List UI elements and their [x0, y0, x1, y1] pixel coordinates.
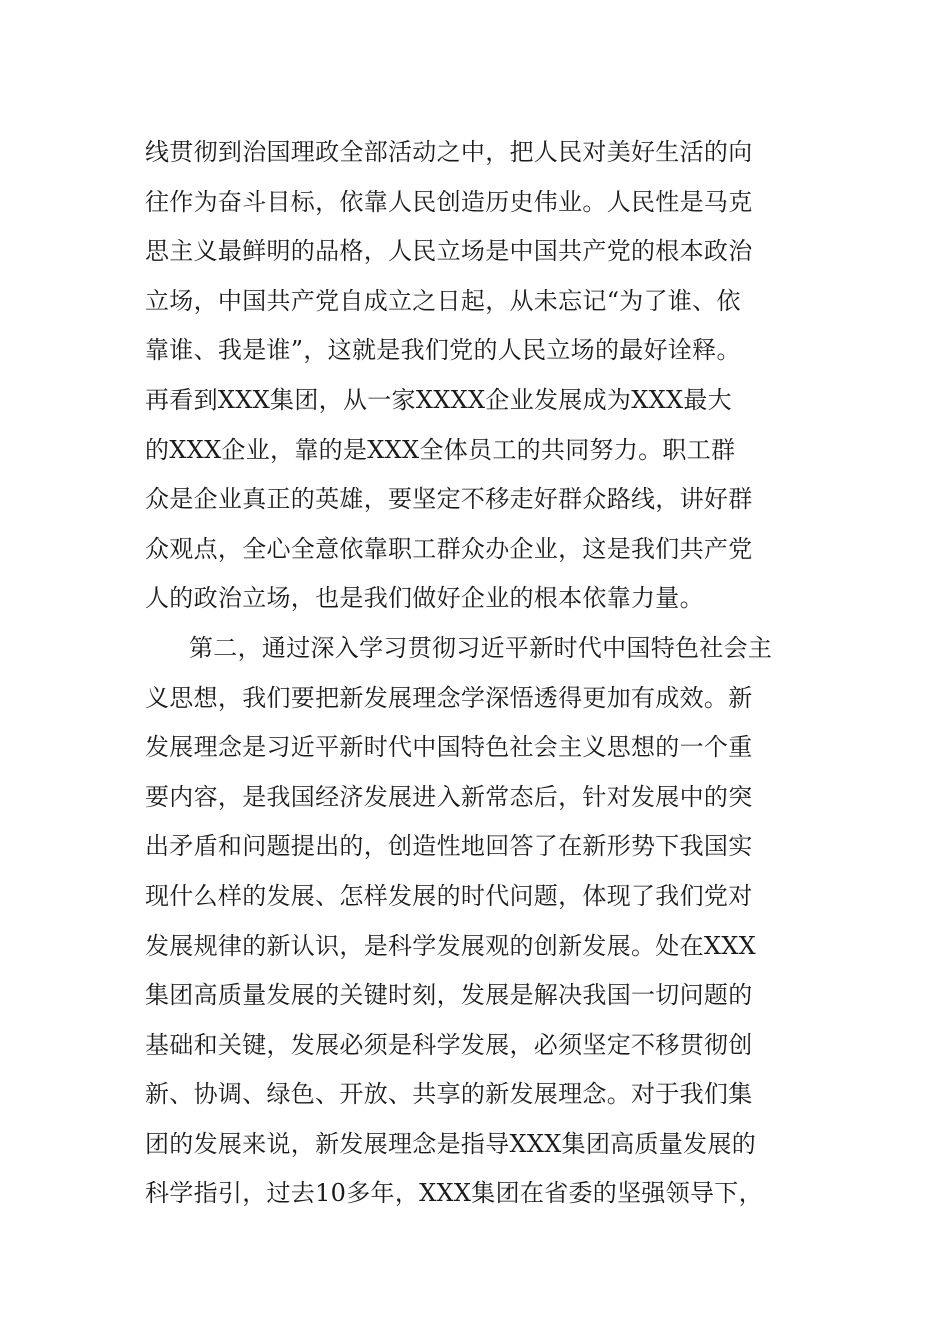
text-line: 出矛盾和问题提出的，创造性地回答了在新形势下我国实 — [145, 832, 753, 861]
text-line: 集团高质量发展的关键时刻，发展是解决我国一切问题的 — [145, 981, 753, 1010]
text-line: 发展规律的新认识，是科学发展观的创新发展。处在XXX — [145, 931, 757, 960]
text-line: 义思想，我们要把新发展理念学深悟透得更加有成效。新 — [145, 683, 753, 712]
body-text — [145, 128, 810, 1219]
text-line: 再看到XXX集团，从一家XXXX企业发展成为XXX最大 — [145, 385, 732, 414]
text-line: 发展理念是习近平新时代中国特色社会主义思想的一个重 — [145, 733, 753, 762]
text-line: 思主义最鲜明的品格，人民立场是中国共产党的根本政治 — [145, 237, 753, 266]
text-line: 的XXX企业，靠的是XXX全体员工的共同努力。职工群 — [145, 435, 736, 464]
text-line: 新、协调、绿色、开放、共享的新发展理念。对于我们集 — [145, 1080, 753, 1109]
text-line: 众观点，全心全意依靠职工群众办企业，这是我们共产党 — [145, 534, 753, 563]
text-line: 线贯彻到治国理政全部活动之中，把人民对美好生活的向 — [145, 138, 753, 166]
text-line: 现什么样的发展、怎样发展的时代问题，体现了我们党对 — [145, 881, 753, 910]
paragraph-first-line: 第二，通过深入学习贯彻习近平新时代中国特色社会主 — [189, 633, 773, 662]
text-line: 基础和关键，发展必须是科学发展，必须坚定不移贯彻创 — [145, 1030, 753, 1059]
text-line: 要内容，是我国经济发展进入新常态后，针对发展中的突 — [145, 782, 753, 811]
text-line: 立场，中国共产党自成立之日起，从未忘记“为了谁、依 — [145, 286, 741, 315]
text-line: 往作为奋斗目标，依靠人民创造历史伟业。人民性是马克 — [145, 187, 753, 216]
text-line: 靠谁、我是谁”，这就是我们党的人民立场的最好诠释。 — [145, 336, 741, 365]
text-line: 科学指引，过去10多年，XXX集团在省委的坚强领导下， — [145, 1179, 763, 1208]
text-line: 团的发展来说，新发展理念是指导XXX集团高质量发展的 — [145, 1129, 757, 1158]
text-line: 人的政治立场，也是我们做好企业的根本依靠力量。 — [145, 584, 704, 613]
text-line: 众是企业真正的英雄，要坚定不移走好群众路线，讲好群 — [145, 485, 753, 514]
